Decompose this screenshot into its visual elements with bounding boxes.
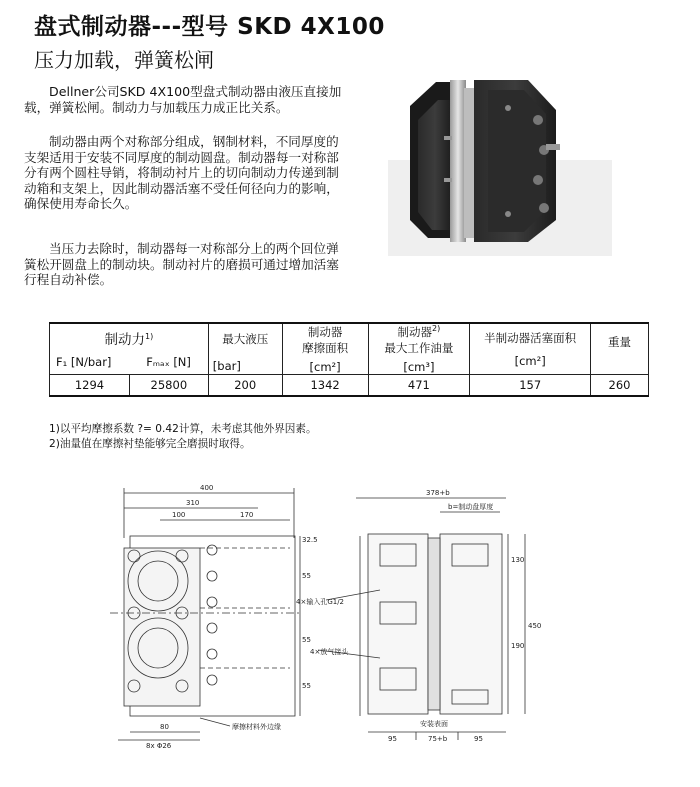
dim-55-a: 55 [302, 572, 311, 580]
dim-b-note: b=制动盘厚度 [448, 503, 494, 511]
dim-100: 100 [172, 511, 186, 519]
dim-130: 130 [511, 556, 525, 564]
value-fmax: 25800 [129, 375, 208, 397]
header-f1-unit: F₁ [N/bar] [50, 350, 130, 374]
header-piston-area: 半制动器活塞面积 [cm²] [470, 323, 591, 375]
dim-55-b: 55 [302, 636, 311, 644]
footnote-2: 2)油量值在摩擦衬垫能够完全磨损时取得。 [49, 438, 251, 450]
value-max-pressure: 200 [208, 375, 282, 397]
dim-450: 450 [528, 622, 542, 630]
dim-55-c: 55 [302, 682, 311, 690]
header-friction-area: 制动器 摩擦面积 [cm²] [282, 323, 368, 375]
page-title: 盘式制动器---型号 SKD 4X100 [34, 14, 385, 40]
description-paragraph-3: 当压力去除时，制动器每一对称部分上的两个回位弹簧松开圆盘上的制动块。制动衬片的磨损可通过增加活塞行程自动补偿。 [24, 241, 339, 288]
dim-310: 310 [186, 499, 200, 507]
label-input-hole: 4×输入孔G1/2 [296, 598, 345, 606]
value-max-oil: 471 [368, 375, 470, 397]
header-weight: 重量 [591, 323, 649, 375]
dim-190: 190 [511, 642, 525, 650]
dim-95-b: 95 [474, 735, 483, 743]
label-bleed-nipple: 4×放气接头 [310, 648, 349, 656]
value-weight: 260 [591, 375, 649, 397]
dim-8x26: 8x Φ26 [146, 742, 172, 750]
header-fmax-unit: Fₘₐₓ [N] [129, 350, 208, 374]
value-f1: 1294 [50, 375, 130, 397]
dim-378b: 378+b [426, 489, 450, 497]
description-paragraph-1: Dellner公司SKD 4X100型盘式制动器由液压直接加载，弹簧松闸。制动力与加载压力成正比关系。 [24, 84, 342, 115]
dim-32-5: 32.5 [302, 536, 318, 544]
header-brake-force: 制动力$^{1)}$ [50, 323, 209, 350]
dim-400: 400 [200, 484, 214, 492]
spec-table [49, 322, 649, 397]
brake-product-photo [388, 60, 612, 256]
description-paragraph-2: 制动器由两个对称部分组成，钢制材料，不同厚度的支架适用于安装不同厚度的制动圆盘。制动器每一对称部分有两个圆柱导销，将制动衬片上的切向制动力传递到制动箱和支架上，因此制动器活塞不受任何径向力的影响，确保使用寿命长久。 [24, 134, 339, 212]
dim-75b: 75+b [428, 735, 448, 743]
dim-80: 80 [160, 723, 169, 731]
page-subtitle: 压力加载，弹簧松闸 [34, 48, 214, 72]
header-max-pressure: 最大液压 [bar] [208, 323, 282, 375]
header-max-oil: 制动器$^{2)}$ 最大工作油量 [cm³] [368, 323, 470, 375]
footnote-1: 1)以平均摩擦系数 ?= 0.42计算，未考虑其他外界因素。 [49, 423, 317, 435]
dim-95-a: 95 [388, 735, 397, 743]
label-friction-edge: 摩擦材料外边缘 [232, 723, 281, 731]
dim-170: 170 [240, 511, 254, 519]
value-friction-area: 1342 [282, 375, 368, 397]
value-piston-area: 157 [470, 375, 591, 397]
technical-drawing [0, 478, 700, 778]
label-mounting-surface: 安装表面 [420, 720, 448, 728]
